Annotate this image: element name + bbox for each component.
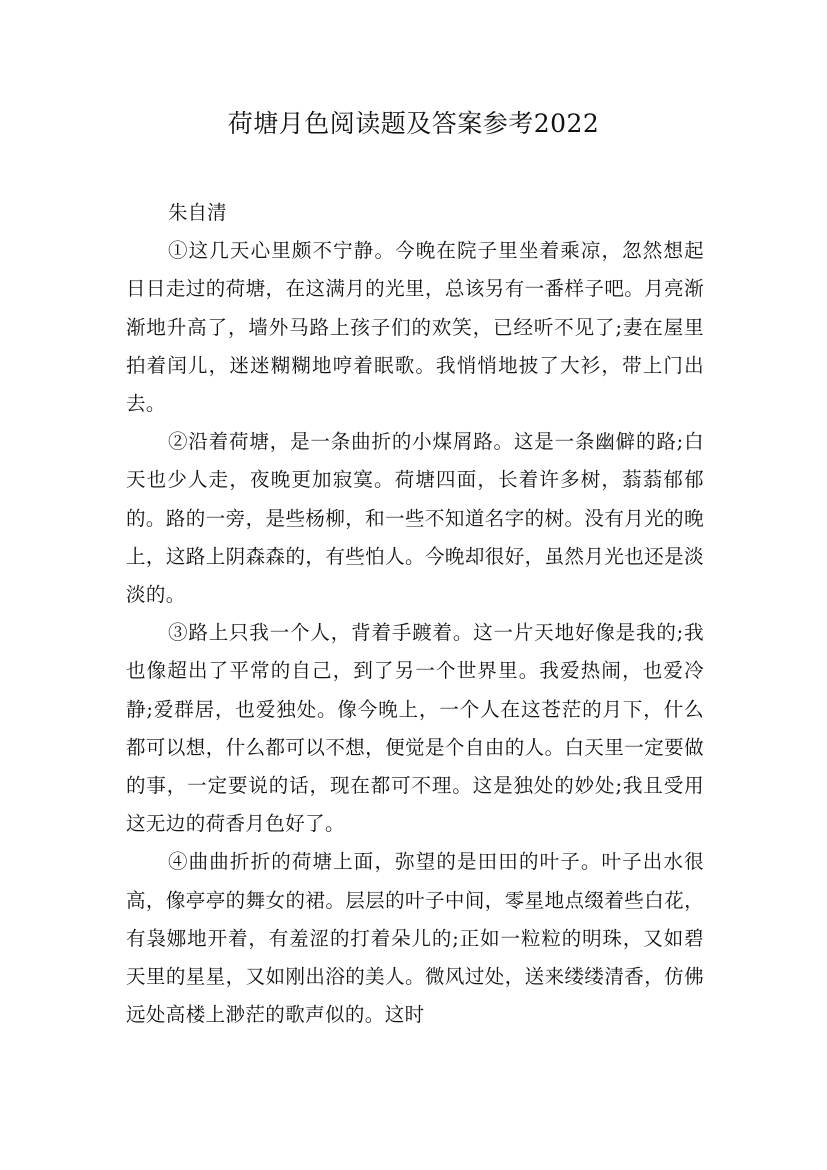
paragraph-2: ②沿着荷塘，是一条曲折的小煤屑路。这是一条幽僻的路;白天也少人走，夜晚更加寂寞。荷塘四面，长着许多树，蓊蓊郁郁的。路的一旁，是些杨柳，和一些不知道名字的树。没有月光的晚上，这路上阴森森的，有些怕人。今晚却很好，虽然月光也还是淡淡的。 — [126, 430, 704, 607]
document-title: 荷塘月色阅读题及答案参考2022 — [227, 109, 600, 138]
document-body — [126, 194, 704, 1034]
author-name: 朱自清 — [168, 201, 227, 224]
paragraph-4: ④曲曲折折的荷塘上面，弥望的是田田的叶子。叶子出水很高，像亭亭的舞女的裙。层层的叶子中间，零星地点缀着些白花，有袅娜地开着，有羞涩的打着朵儿的;正如一粒粒的明珠，又如碧天里的星星，又如刚出浴的美人。微风过处，送来缕缕清香，仿佛远处高楼上渺茫的歌声似的。这时 — [126, 850, 704, 1027]
paragraph-3: ③路上只我一个人，背着手踱着。这一片天地好像是我的;我也像超出了平常的自己，到了另一个世界里。我爱热闹，也爱冷静;爱群居，也爱独处。像今晚上，一个人在这苍茫的月下，什么都可以想，什么都可以不想，便觉是个自由的人。白天里一定要做的事，一定要说的话，现在都可不理。这是独处的妙处;我且受用这无边的荷香月色好了。 — [126, 621, 704, 836]
paragraph-1: ①这几天心里颇不宁静。今晚在院子里坐着乘凉，忽然想起日日走过的荷塘，在这满月的光里，总该另有一番样子吧。月亮渐渐地升高了，墙外马路上孩子们的欢笑，已经听不见了;妻在屋里拍着闰儿，迷迷糊糊地哼着眠歌。我悄悄地披了大衫，带上门出去。 — [126, 239, 704, 415]
